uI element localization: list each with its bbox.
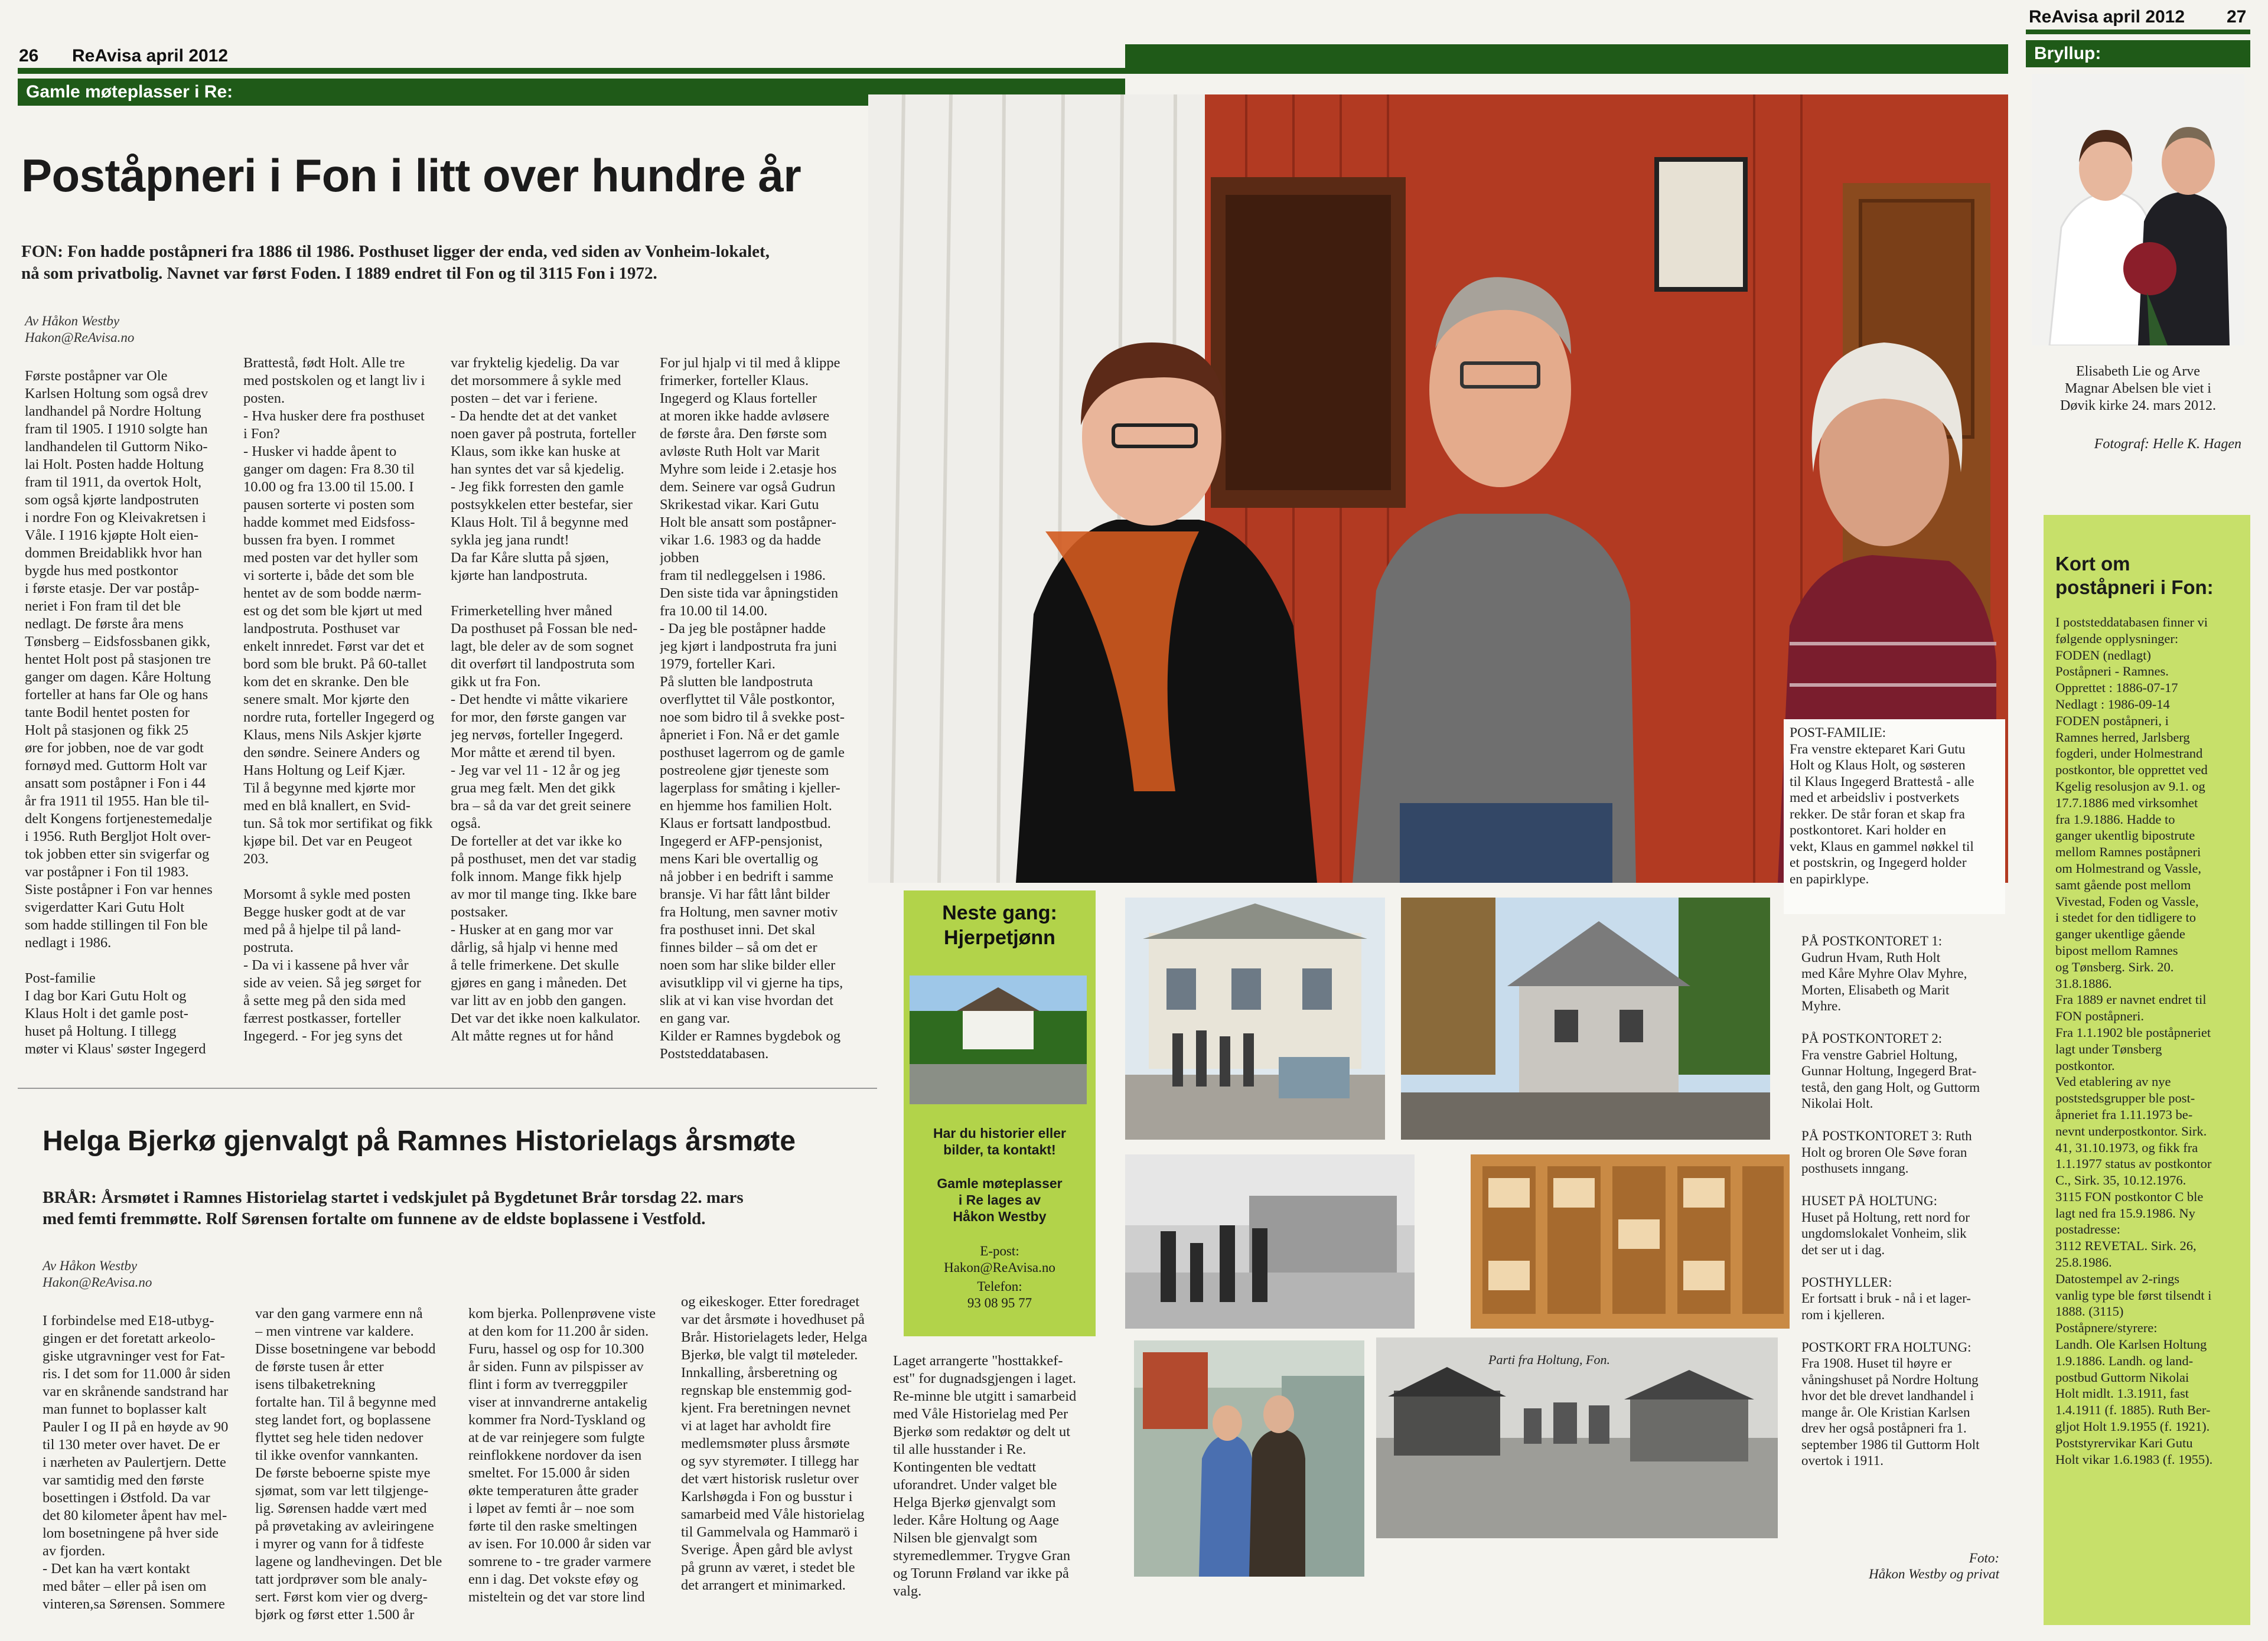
page-number-right: 27 bbox=[2227, 7, 2247, 27]
wedding-caption: Elisabeth Lie og Arve Magnar Abelsen ble viet i Døvik kirke 24. mars 2012. bbox=[2060, 364, 2216, 413]
article2-byline: Av Håkon Westby Hakon@ReAvisa.no bbox=[43, 1258, 152, 1290]
section-label-right: Bryllup: bbox=[2034, 44, 2101, 63]
postkontoret-3-illustration bbox=[1134, 1340, 1364, 1577]
article1-column-2: Brattestå, født Holt. Alle tre med postskolen og et langt liv i posten. - Hva husker dere fra posthuset i Fon? - Husker vi hadde åpent to ganger om dagen: Fra 8.30 til 10.00 og fra 13.00 til 15.00. I pausen sorterte vi posten som hadde kommet med Eidsfoss- bussen fra byen. I rommet med posten var det hyller som vi sorterte i, både det som ble hentet av de som bodde nærm- est og det som ble kjørt ut med landpostruta. Posthuset var enkelt innredet. Først var det et bord som ble brukt. På 60-tallet kom det en skranke. Den ble senere smalt. Mor kjørte den nordre ruta, forteller Ingegerd og Klaus, mens Nils Askjer kjørte den søndre. Seinere Anders og Hans Holtung og Leif Kjær. Til å begynne med kjørte mor med en blå knallert, en Svid- tun. Så tok mor sertifikat og fikk kjøpe bil. Det var en Peugeot 203. Morsomt å sykle med posten Begge husker godt at de var med på å hjelpe til på land- postruta. - Da vi i kassene på hver vår side av veien. Så jeg sørget for å sette meg på den sida med færrest postkasser, forteller Ingegerd. - For jeg syns det bbox=[243, 355, 435, 1044]
article2-column-4: og eikeskoger. Etter foredraget var det årsmøte i hovedhuset på Brår. Historielagets leder, Helga Bjerkø, ble valgt til møteleder. Innkalling, årsberetning og regnskap ble enstemmig god- kjent. Fra beretningen nevnet vi at laget har avholdt fire medlemsmøter pluss årsmøte og syv styremøter. I tillegg har det vært historisk rusletur over Karlshøgda i Fon og busstur i samarbeid med Våle historielag til Gammelvala og Hammarö i Sverige. Åpen gård ble avlyst på grunn av været, i stedet ble det arrangert et minimarked. bbox=[681, 1294, 868, 1593]
next-time-email: E-post: Hakon@ReAvisa.no bbox=[944, 1244, 1055, 1275]
hjerpetjonn-photo bbox=[910, 976, 1087, 1104]
kort-om-title: Kort om poståpneri i Fon: bbox=[2055, 553, 2214, 598]
page-header-right: ReAvisa april 2012 bbox=[2029, 7, 2185, 27]
posthyller-illustration bbox=[1471, 1154, 1790, 1329]
article1-lead: FON: Fon hadde poståpneri fra 1886 til 1986. Posthuset ligger der enda, ved siden av Vonheim-lokalet, nå som privatbolig. Navnet var først Foden. I 1889 endret til Fon og til 3115 Fon i 1972. bbox=[21, 242, 770, 283]
postkontoret-2-illustration bbox=[1125, 1154, 1415, 1329]
postcard-text: Parti fra Holtung, Fon. bbox=[1488, 1352, 1610, 1367]
posthyller-photo bbox=[1471, 1154, 1790, 1329]
header-rule-far-right bbox=[2026, 30, 2250, 34]
article1-column-4: For jul hjalp vi til med å klippe frimerker, forteller Klaus. Ingegerd og Klaus forteller at moren ikke hadde avløsere de første åra. Den første som avløste Ruth Holt var Marit Myhre som leide i 2.etasje hos dem. Seinere var også Gudrun Skrikestad vikar. Kari Gutu Holt ble ansatt som poståpner- vikar 1.6. 1983 og da hadde jobben fram til nedleggelsen i 1986. Den siste tida var åpningstiden fra 10.00 til 14.00. - Da jeg ble poståpner hadde jeg kjørt i landpostruta fra juni 1979, forteller Kari. På slutten ble landpostruta overflyttet til Våle postkontor, noe som bidro til å svekke post- åpneriet i Fon. Nå er det gamle posthuset lagerrom og de gamle postreolene gjør tjeneste som lagerplass for småting i kjeller- en hjemme hos familien Holt. Klaus er fortsatt landpostbud. Ingegerd er AFP-pensjonist, mens Kari ble overtallig og nå jobber i en bedrift i samme bransje. Vi har fått lånt bilder fra Holtung, men savner motiv fra posthuset inni. Det skal finnes bilder – så om det er noen som har slike bilder eller avisutklipp vil vi gjerne ha tips, slik at vi kan vise hvordan det en gang var. Kilder er Ramnes bygdebok og Poststeddatabasen. bbox=[660, 355, 845, 1062]
wedding-credit: Fotograf: Helle K. Hagen bbox=[2094, 436, 2241, 452]
section-bar-right bbox=[2026, 40, 2250, 67]
next-time-phone: Telefon: 93 08 95 77 bbox=[967, 1279, 1032, 1310]
page-header-left: ReAvisa april 2012 bbox=[72, 46, 229, 66]
postkontoret-1-illustration bbox=[1125, 898, 1385, 1140]
article2-lead: BRÅR: Årsmøtet i Ramnes Historielag startet i vedskjulet på Bygdetunet Brår torsdag 22. mars med femti fremmøtte. Rolf Sørensen fortalte om funnene av de eldste boplassene i Vestfold. bbox=[43, 1188, 744, 1228]
article2-column-3: kom bjerka. Pollenprøvene viste at den kom for 11.200 år siden. Furu, hassel og osp for 10.300 år siden. Funn av pilspisser av flint i form av tverreggpiler viser at innvandrerne antakelig kommer fra Nord-Tyskland og at de var reinjegere som fulgte reinflokkene nordover da isen smeltet. For 15.000 år siden økte temperaturen åtte grader i løpet av femti år – noe som førte til den raske smeltingen av isen. For 10.000 år siden var somrene to - tre grader varmere enn i dag. Det vokste eføy og misteltein og det var store lind bbox=[468, 1306, 656, 1605]
postcard-photo bbox=[1376, 1337, 1778, 1538]
article2-column-1: I forbindelse med E18-utbyg- gingen er det foretatt arkeolo- giske utgravninger vest for Fat- ris. I det som for 11.000 år siden var en skrånende sandstrand har man funnet to boplasser kalt Pauler I og II på en høyde av 90 til 130 meter over havet. De er i nærheten av Paulertjern. Dette var samtidig med den første bosettingen i Østfold. Da var det 80 kilometer åpent hav mel- lom bosetningene på hver side av fjorden. - Det kan ha vært kontakt med båter – eller på isen om vinteren,sa Sørensen. Sommere bbox=[43, 1313, 231, 1612]
page-number-left: 26 bbox=[19, 46, 39, 66]
lower-article-text: Laget arrangerte "hosttakkef- est" for dugnadsgjengen i laget. Re-minne ble utgitt i samarbeid med Våle Historielag med Per Bjerkø som redaktør og delt ut til alle husstander i Re. Kontingenten ble vedtatt uforandret. Under valget ble Helga Bjerkø gjenvalgt som leder. Kåre Holtung og Aage Nilsen ble gjenvalgt som styremedlemmer. Trygve Gran og Torunn Frøland var ikke på valg. bbox=[893, 1353, 1077, 1599]
holtung-house-illustration bbox=[1401, 898, 1770, 1140]
section-label-left: Gamle møteplasser i Re: bbox=[26, 82, 233, 102]
wedding-illustration bbox=[2032, 74, 2244, 345]
holtung-house-photo bbox=[1401, 898, 1770, 1140]
article1-headline: Poståpneri i Fon i litt over hundre år bbox=[21, 149, 801, 201]
post-family-caption: POST-FAMILIE: Fra venstre ekteparet Kari Gutu Holt og Klaus Holt, og søsteren til Klaus Ingegerd Brattestå - alle med et arbeidsliv i postverkets rekker. De står foran et skap fra postkontoret. Kari holder en vekt, Klaus en gammel nøkkel til et postskrin, og Ingegerd holder en papirklype. bbox=[1790, 725, 1974, 887]
article1-column-1: Første poståpner var Ole Karlsen Holtung som også drev landhandel på Nordre Holtung fram til 1905. I 1910 solgte han landhandelen til Guttorm Niko- lai Holt. Posten hadde Holtung fram til 1911, da overtok Holt, som også kjørte landpostruten i nordre Fon og Kleivakretsen i Våle. I 1916 kjøpte Holt eien- dommen Breidablikk hvor han bygde hus med postkontor i første etasje. Der var poståp- neriet i Fon fram til det ble nedlagt. De første åra mens Tønsberg – Eidsfossbanen gikk, hentet Holt post på stasjonen tre ganger om dagen. Kåre Holtung forteller at hans far Ole og hans tante Bodil hentet posten for Holt på stasjonen og fikk 25 øre for jobben, noe de var godt fornøyd med. Guttorm Holt var ansatt som poståpner i Fon i 44 år fra 1911 til 1955. Han ble til- delt Kongens fortjenestemedalje i 1956. Ruth Bergljot Holt over- tok jobben etter sin svigerfar og var poståpner i Fon til 1983. Siste poståpner i Fon var hennes svigerdatter Kari Gutu Holt som hadde stillingen til Fon ble nedlagt i 1986. Post-familie I dag bor Kari Gutu Holt og Klaus Holt i det gamle post- huset på Holtung. I tillegg møter vi Klaus' søster Ingegerd bbox=[25, 368, 213, 1057]
wedding-photo bbox=[2032, 74, 2244, 345]
next-time-contact: Har du historier eller bilder, ta kontakt! bbox=[933, 1125, 1066, 1157]
hjerpetjonn-illustration bbox=[910, 976, 1087, 1104]
article-divider bbox=[18, 1088, 877, 1089]
article1-column-3: var fryktelig kjedelig. Da var det morsommere å sykle med posten – det var i feriene. - Da hendte det at det vanket noen gaver på postruta, forteller Klaus, som ikke kan huske at han syntes det var så kjedelig. - Jeg fikk forresten den gamle postsykkelen etter bestefar, sier Klaus Holt. Til å begynne med sykla jeg jana rundt! Da far Kåre slutta på sjøen, kjørte han landpostruta. Frimerketelling hver måned Da posthuset på Fossan ble ned- lagt, ble deler av de som sognet dit overført til landpostruta som gikk ut fra Fon. - Det hendte vi måtte vikariere for mor, den første gangen var jeg nervøs, forteller Ingegerd. Mor måtte et ærend til byen. - Jeg var vel 11 - 12 år og jeg grua meg fælt. Men det gikk bra – så da var det greit seinere også. De forteller at det var ikke ko på posthuset, men det var stadig folk innom. Mange fikk hjelp av mor til mange ting. Ikke bare postsaker. - Husker at en gang mor var dårlig, så hjalp vi henne med å telle frimerkene. Det skulle gjøres en gang i måneden. Det var litt av en jobb den gangen. Det var det ikke noen kalkulator. Alt måtte regnes ut for hånd bbox=[451, 355, 641, 1044]
header-rule-left bbox=[18, 68, 1125, 74]
postkontoret-3-photo bbox=[1134, 1340, 1364, 1577]
next-time-title: Neste gang: Hjerpetjønn bbox=[942, 902, 1057, 949]
next-time-organizer: Gamle møteplasser i Re lages av Håkon Westby bbox=[937, 1176, 1063, 1224]
article2-column-2: var den gang varmere enn nå – men vintrene var kaldere. Disse bosetningene var bebodd de første tusen år etter isens tilbaketrekning fortalte han. Til å begynne med steg landet fort, og boplassene flyttet seg hele tiden nedover til ikke ovenfor vannkanten. De første beboerne spiste mye sjømat, som var lett tilgjenge- lig. Sørensen hadde vært med på prøvetaking av avleiringene i myrer og vann for å tidfeste lagene og landhevingen. Det ble tatt jordprøver som ble analy- sert. Først kom vier og dverg- bjørk og først etter 1.500 år bbox=[255, 1306, 442, 1623]
photo-captions: PÅ POSTKONTORET 1: Gudrun Hvam, Ruth Holt med Kåre Myhre Olav Myhre, Morten, Elisabeth og Marit Myhre. PÅ POSTKONTORET 2: Fra venstre Gabriel Holtung, Gunnar Holtung, Ingegerd Brat- testå, den gang Holt, og Guttorm Nikolai Holt. PÅ POSTKONTORET 3: Ruth Holt og broren Ole Søve foran posthusets inngang. HUSET PÅ HOLTUNG: Huset på Holtung, rett nord for ungdomslokalet Vonheim, slik det ser ut i dag. POSTHYLLER: Er fortsatt i bruk - nå i et lager- rom i kjelleren. POSTKORT FRA HOLTUNG: Fra 1908. Huset til høyre er våningshuset på Nordre Holtung hvor det ble drevet landhandel i mange år. Ole Kristian Karlsen drev her også poståpneri fra 1. september 1986 til Guttorm Holt overtok i 1911. bbox=[1801, 934, 1980, 1468]
article2-headline: Helga Bjerkø gjenvalgt på Ramnes Historielags årsmøte bbox=[43, 1125, 796, 1157]
postkontoret-2-photo bbox=[1125, 1154, 1415, 1329]
header-rule-right bbox=[1125, 44, 2008, 74]
kort-om-body: I poststeddatabasen finner vi følgende opplysninger: FODEN (nedlagt) Poståpneri - Ramnes. Opprettet : 1886-07-17 Nedlagt : 1986-09-14 FODEN poståpneri, i Ramnes herred, Jarlsberg fogderi, under Holmestrand postkontor, ble opprettet ved Kgelig resolusjon av 9.1. og 17.7.1886 med virksomhet fra 1.9.1886. Hadde to ganger ukentlig bipostrute mellom Ramnes poståpneri om Holmestrand og Vassle, samt gående post mellom Vivestad, Foden og Vassle, i stedet for den tidligere to ganger ukentlige gående bipost mellom Ramnes og Tønsberg. Sirk. 20. 31.8.1886. Fra 1889 er navnet endret til FON poståpneri. Fra 1.1.1902 ble poståpneriet lagt under Tønsberg postkontor. Ved etablering av nye poststedsgrupper ble post- åpneriet fra 1.11.1973 be- nevnt underpostkontor. Sirk. 41, 31.10.1973, og fikk fra 1.1.1977 status av postkontor C., Sirk. 35, 10.12.1976. 3115 FON postkontor C ble lagt ned fra 15.9.1986. Ny postadresse: 3112 REVETAL. Sirk. 26, 25.8.1986. Datostempel av 2-rings vanlig type ble først tilsendt i 1888. (3115) Poståpnere/styrere: Landh. Ole Karlsen Holtung 1.9.1886. Landh. og land- postbud Guttorm Nikolai Holt midlt. 1.3.1911, fast 1.4.1911 (f. 1885). Ruth Ber- gljot Holt 1.9.1955 (f. 1921). Poststyrervikar Kari Gutu Holt vikar 1.6.1983 (f. 1955). bbox=[2055, 615, 2213, 1467]
article1-byline: Av Håkon Westby Hakon@ReAvisa.no bbox=[25, 314, 135, 345]
postcard-illustration bbox=[1376, 1337, 1778, 1538]
photo-credit: Foto: Håkon Westby og privat bbox=[1869, 1551, 1999, 1581]
postkontoret-1-photo bbox=[1125, 898, 1385, 1140]
